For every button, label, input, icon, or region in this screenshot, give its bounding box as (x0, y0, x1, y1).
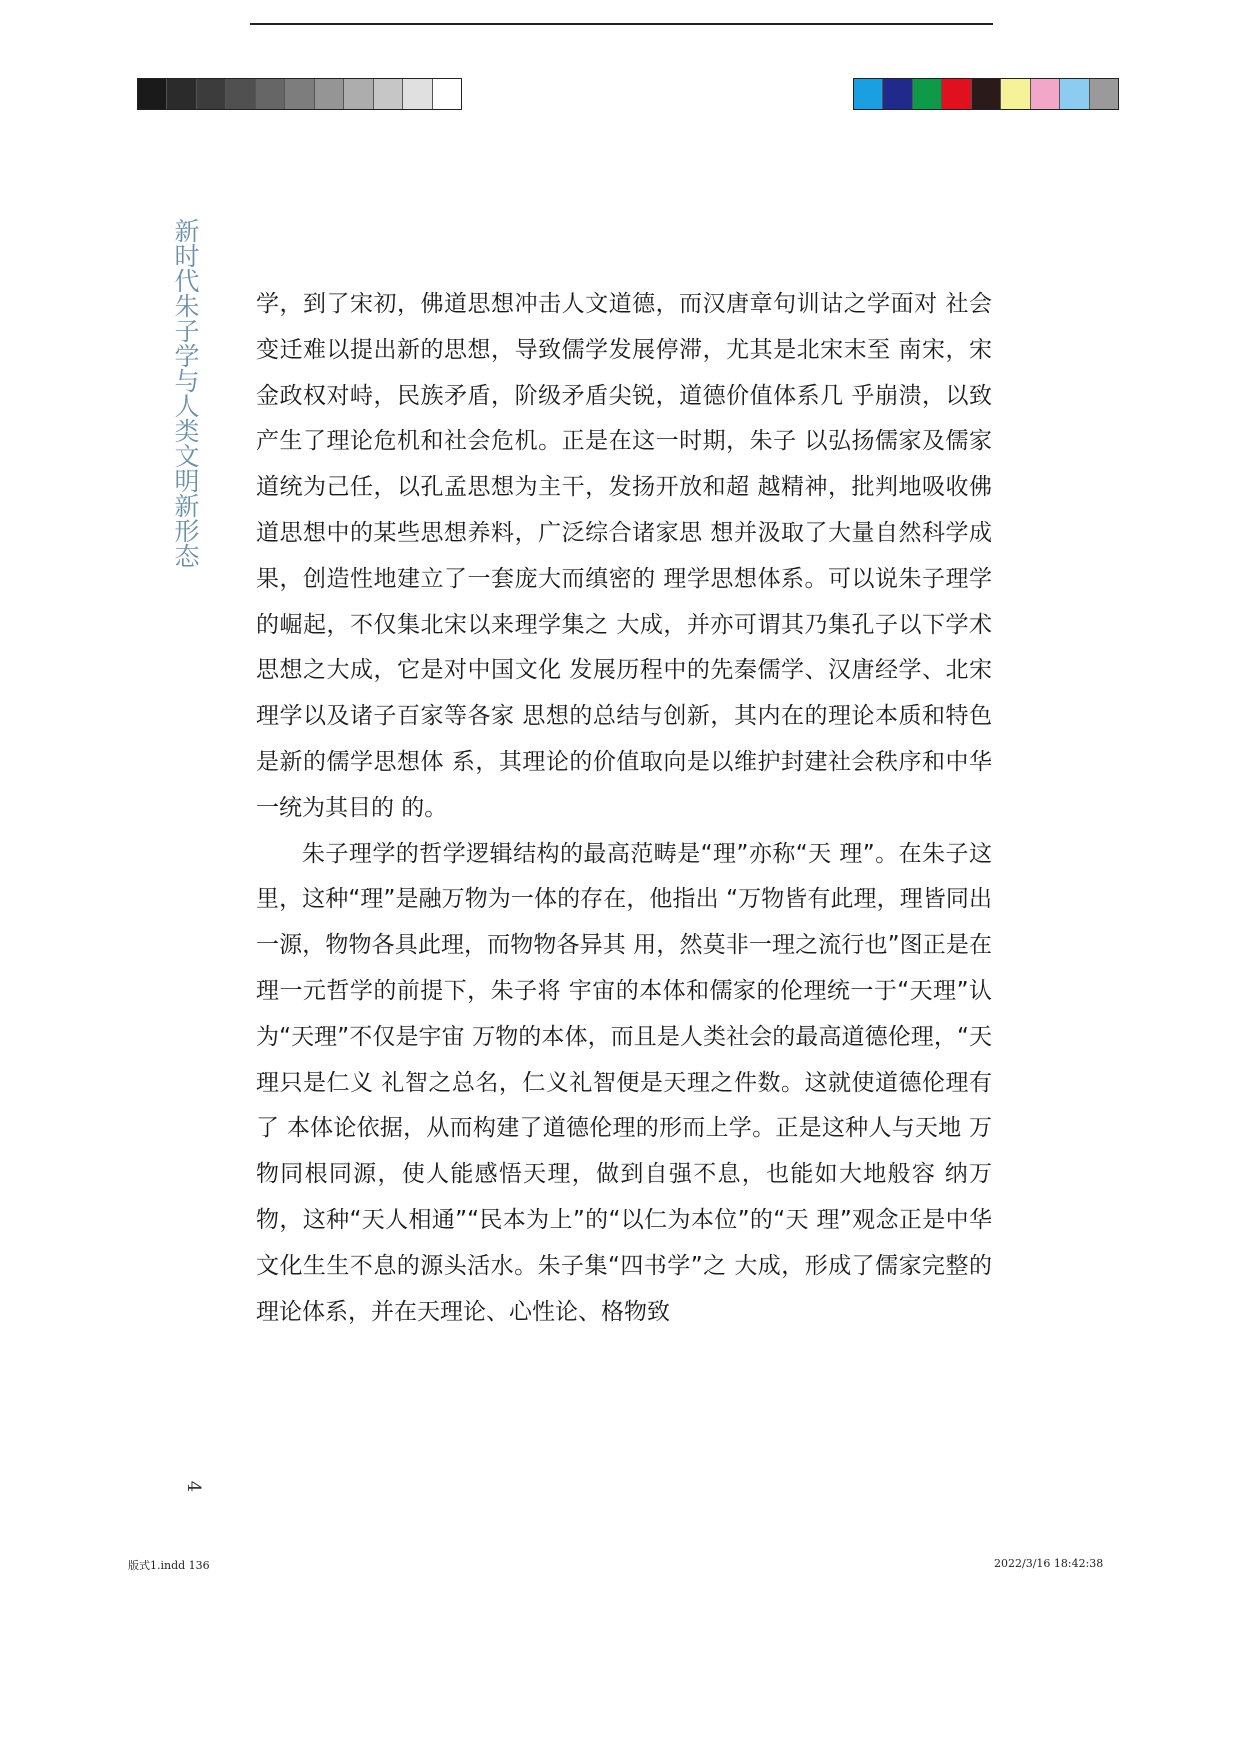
gray-swatch (344, 79, 373, 109)
color-calibration-bar (853, 78, 1119, 110)
gray-swatch (167, 79, 196, 109)
gray-swatch (197, 79, 226, 109)
color-swatch (913, 79, 942, 109)
color-swatch (854, 79, 883, 109)
paragraph-1: 学，到了宋初，佛道思想冲击人文道德，而汉唐章句训诂之学面对 社会变迁难以提出新的思想，导致儒学发展停滞，尤其是北宋末至 南宋，宋金政权对峙，民族矛盾，阶级矛盾尖锐，道德价值体系几 乎崩溃，以致产生了理论危机和社会危机。正是在这一时期，朱子 以弘扬儒家及儒家道统为己任，以孔孟思想为主干，发扬开放和超 越精神，批判地吸收佛道思想中的某些思想养料，广泛综合诸家思 想并汲取了大量自然科学成果，创造性地建立了一套庞大而缜密的 理学思想体系。可以说朱子理学的崛起，不仅集北宋以来理学集之 大成，并亦可谓其乃集孔子以下学术思想之大成，它是对中国文化 发展历程中的先秦儒学、汉唐经学、北宋理学以及诸子百家等各家 思想的总结与创新，其内在的理论本质和特色是新的儒学思想体 系，其理论的价值取向是以维护封建社会秩序和中华一统为其目的 的。 (256, 291, 992, 821)
color-swatch (1031, 79, 1060, 109)
page-number: 4 (183, 1480, 205, 1493)
gray-swatch (403, 79, 432, 109)
top-rule (250, 23, 993, 25)
color-swatch (942, 79, 971, 109)
color-swatch (883, 79, 912, 109)
gray-swatch (226, 79, 255, 109)
gray-swatch (256, 79, 285, 109)
color-swatch (1001, 79, 1030, 109)
color-swatch (1090, 79, 1118, 109)
body-text (256, 282, 992, 1335)
grayscale-calibration-bar (137, 78, 462, 110)
gray-swatch (315, 79, 344, 109)
color-swatch (1060, 79, 1089, 109)
gray-swatch (138, 79, 167, 109)
color-swatch (972, 79, 1001, 109)
running-book-title: 新时代朱子学与人类文明新形态 (171, 218, 200, 568)
paragraph-2: 朱子理学的哲学逻辑结构的最高范畴是“理”亦称“天 理”。在朱子这里，这种“理”是融万物为一体的存在，他指出 “万物皆有此理，理皆同出一源，物物各具此理，而物物各异其 用，然莫非一理之流行也”图正是在理一元哲学的前提下，朱子将 宇宙的本体和儒家的伦理统一于“天理”认为“天理”不仅是宇宙 万物的本体，而且是人类社会的最高道德伦理，“天理只是仁义 礼智之总名，仁义礼智便是天理之件数。这就使道德伦理有了 本体论依据，从而构建了道德伦理的形而上学。正是这种人与天地 万物同根同源，使人能感悟天理，做到自强不息，也能如大地般容 纳万物，这种“天人相通”“民本为上”的“以仁为本位”的“天 理”观念正是中华文化生生不息的源头活水。朱子集“四书学”之 大成，形成了儒家完整的理论体系，并在天理论、心性论、格物致 (256, 840, 992, 1325)
footer-timestamp: 2022/3/16 18:42:38 (994, 1557, 1104, 1570)
gray-swatch (374, 79, 403, 109)
gray-swatch (433, 79, 461, 109)
footer-file-name: 版式1.indd 136 (128, 1559, 210, 1572)
gray-swatch (285, 79, 314, 109)
